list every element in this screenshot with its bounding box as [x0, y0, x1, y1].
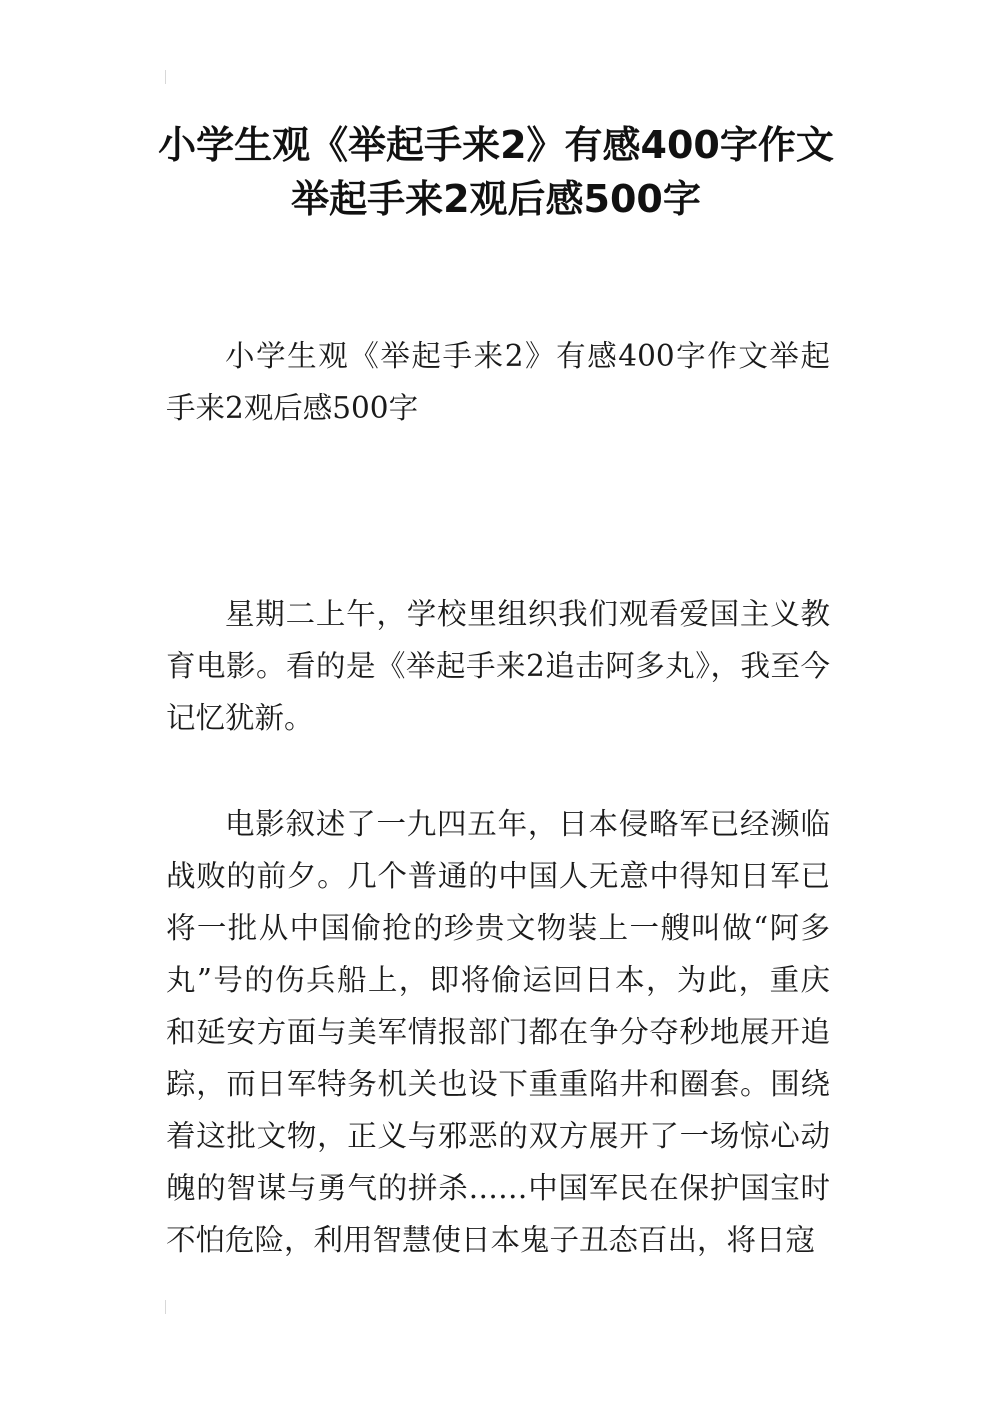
page-corner-mark-bottom: [165, 1300, 166, 1314]
document-title: 小学生观《举起手来2》有感400字作文举起手来2观后感500字: [158, 123, 834, 221]
paragraph-intro: 星期二上午，学校里组织我们观看爱国主义教育电影。看的是《举起手来2追击阿多丸》，我至今记忆犹新。: [166, 597, 830, 735]
page-corner-mark-top: [165, 70, 166, 84]
paragraph-subtitle: 小学生观《举起手来2》有感400字作文举起手来2观后感500字: [166, 339, 830, 425]
paragraph-plot: 电影叙述了一九四五年，日本侵略军已经濒临战败的前夕。几个普通的中国人无意中得知日军已将一批从中国偷抢的珍贵文物装上一艘叫做“阿多丸”号的伤兵船上，即将偷运回日本，为此，重庆和延安方面与美军情报部门都在争分夺秒地展开追踪，而日军特务机关也设下重重陷井和圈套。围绕着这批文物，正义与邪恶的双方展开了一场惊心动魄的智谋与勇气的拼杀……中国军民在保护国宝时不怕危险，利用智慧使日本鬼子丑态百出，将日寇: [166, 807, 830, 1257]
